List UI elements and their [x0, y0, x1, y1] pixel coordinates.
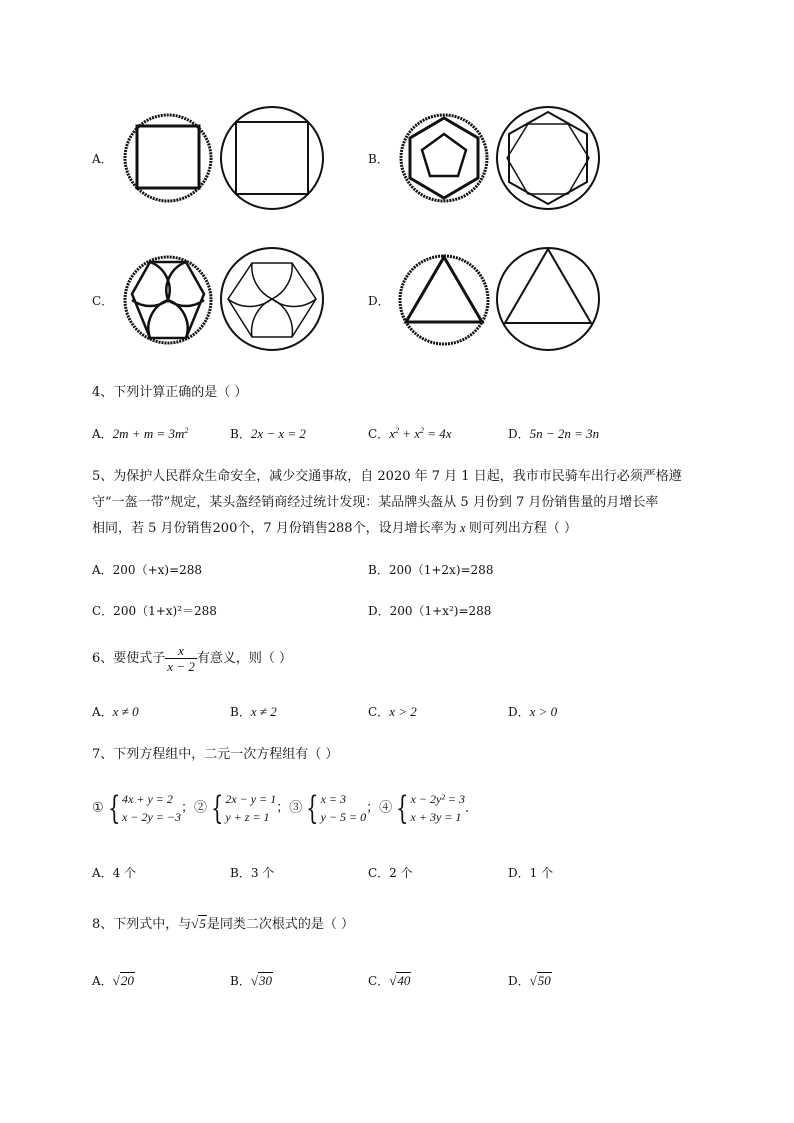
q7-option-a[interactable]: A．4 个: [92, 866, 137, 880]
q8-option-d[interactable]: D．√50: [508, 973, 551, 988]
q6-option-c[interactable]: C．x > 2: [368, 704, 417, 719]
question-5-line-2: 守“一盔一带”规定，某头盔经销商经过统计发现：某品牌头盔从 5 月份到 7 月份销售量的月增长率: [92, 495, 659, 510]
q6-option-b[interactable]: B．x ≠ 2: [230, 704, 277, 719]
option-b-label: B．: [368, 152, 389, 166]
equation-system-1: 4x + y = 2 x − 2y = −3: [122, 792, 181, 824]
sqrt-symbol: √: [250, 973, 258, 988]
q7-option-d[interactable]: D．1 个: [508, 866, 554, 880]
q8-option-c[interactable]: C．√40: [368, 973, 411, 988]
equation-system-4: x − 2y² = 3 x + 3y = 1: [410, 792, 465, 824]
circle-square-figure: [218, 104, 328, 214]
sqrt-symbol: √: [389, 973, 397, 988]
q7-systems: ① { 4x + y = 2 x − 2y = −3 ；② { 2x − y = 1 y + z = 1 ；③ { x = 3 y − 5 = 0 ；④ { x − 2y² = 3 x + 3y = 1 ．: [92, 789, 478, 827]
circle-arcs-figure: [218, 245, 328, 355]
question-5-line-3: 相同，若 5 月份销售200个，7 月份销售288个，设月增长率为 x 则可列出方程（ ）: [92, 520, 577, 536]
q6-option-d[interactable]: D．x > 0: [508, 704, 558, 719]
circle-triangle-sketch-figure: [396, 250, 496, 350]
equation-system-3: x = 3 y − 5 = 0: [320, 792, 367, 824]
sqrt-symbol: √: [529, 973, 537, 988]
q6-fraction: $\frac{x}{x - 2}$: [167, 643, 195, 674]
circle-hexagon-sketch-figure: [396, 110, 496, 210]
option-a-label: A．: [92, 152, 113, 166]
q6-option-a[interactable]: A．x ≠ 0: [92, 704, 139, 719]
question-7-stem: 7、下列方程组中，二元一次方程组有（ ）: [92, 747, 339, 762]
question-5-line-1: 5、为保护人民群众生命安全，减少交通事故，自 2020 年 7 月 1 日起，我市市民骑车出行必须严格遵: [92, 469, 682, 484]
question-8-stem: 8、下列式中，与√5是同类二次根式的是（ ）: [92, 916, 355, 932]
q5-option-a[interactable]: A．200（+x)=288: [92, 563, 203, 577]
circle-arcs-sketch-figure: [120, 250, 220, 350]
q4-option-a[interactable]: A．$2m + m = 3m^2$: [92, 426, 189, 441]
question-4-stem: 4、下列计算正确的是（ ）: [92, 385, 248, 400]
question-6-stem: 6、要使式子 $\frac{x}{x - 2}$ 有意义，则（ ）: [92, 643, 292, 674]
circle-square-sketch-figure: [120, 108, 220, 208]
q4-option-d[interactable]: D．5n − 2n = 3n: [508, 426, 600, 441]
circle-triangle-figure: [495, 245, 605, 355]
q4-option-b[interactable]: B．2x − x = 2: [230, 426, 306, 441]
equation-system-2: 2x − y = 1 y + z = 1: [225, 792, 277, 824]
option-c-label: C．: [92, 294, 114, 308]
sqrt-symbol: √: [112, 973, 120, 988]
q5-option-c[interactable]: C．200（1+x)²＝288: [92, 604, 217, 618]
q8-option-b[interactable]: B．√30: [230, 973, 272, 988]
q7-option-c[interactable]: C．2 个: [368, 866, 413, 880]
q8-option-a[interactable]: A．√20: [92, 973, 134, 988]
q4-option-c[interactable]: C．$x^2 + x^2 = 4x$: [368, 426, 452, 441]
sqrt-symbol: √: [191, 916, 199, 931]
q7-option-b[interactable]: B．3 个: [230, 866, 275, 880]
q5-option-d[interactable]: D．200（1+x²)=288: [368, 604, 492, 618]
q5-option-b[interactable]: B．200（1+2x)=288: [368, 563, 494, 577]
option-d-label: D．: [368, 294, 390, 308]
circle-hexagon-figure: [495, 104, 605, 214]
